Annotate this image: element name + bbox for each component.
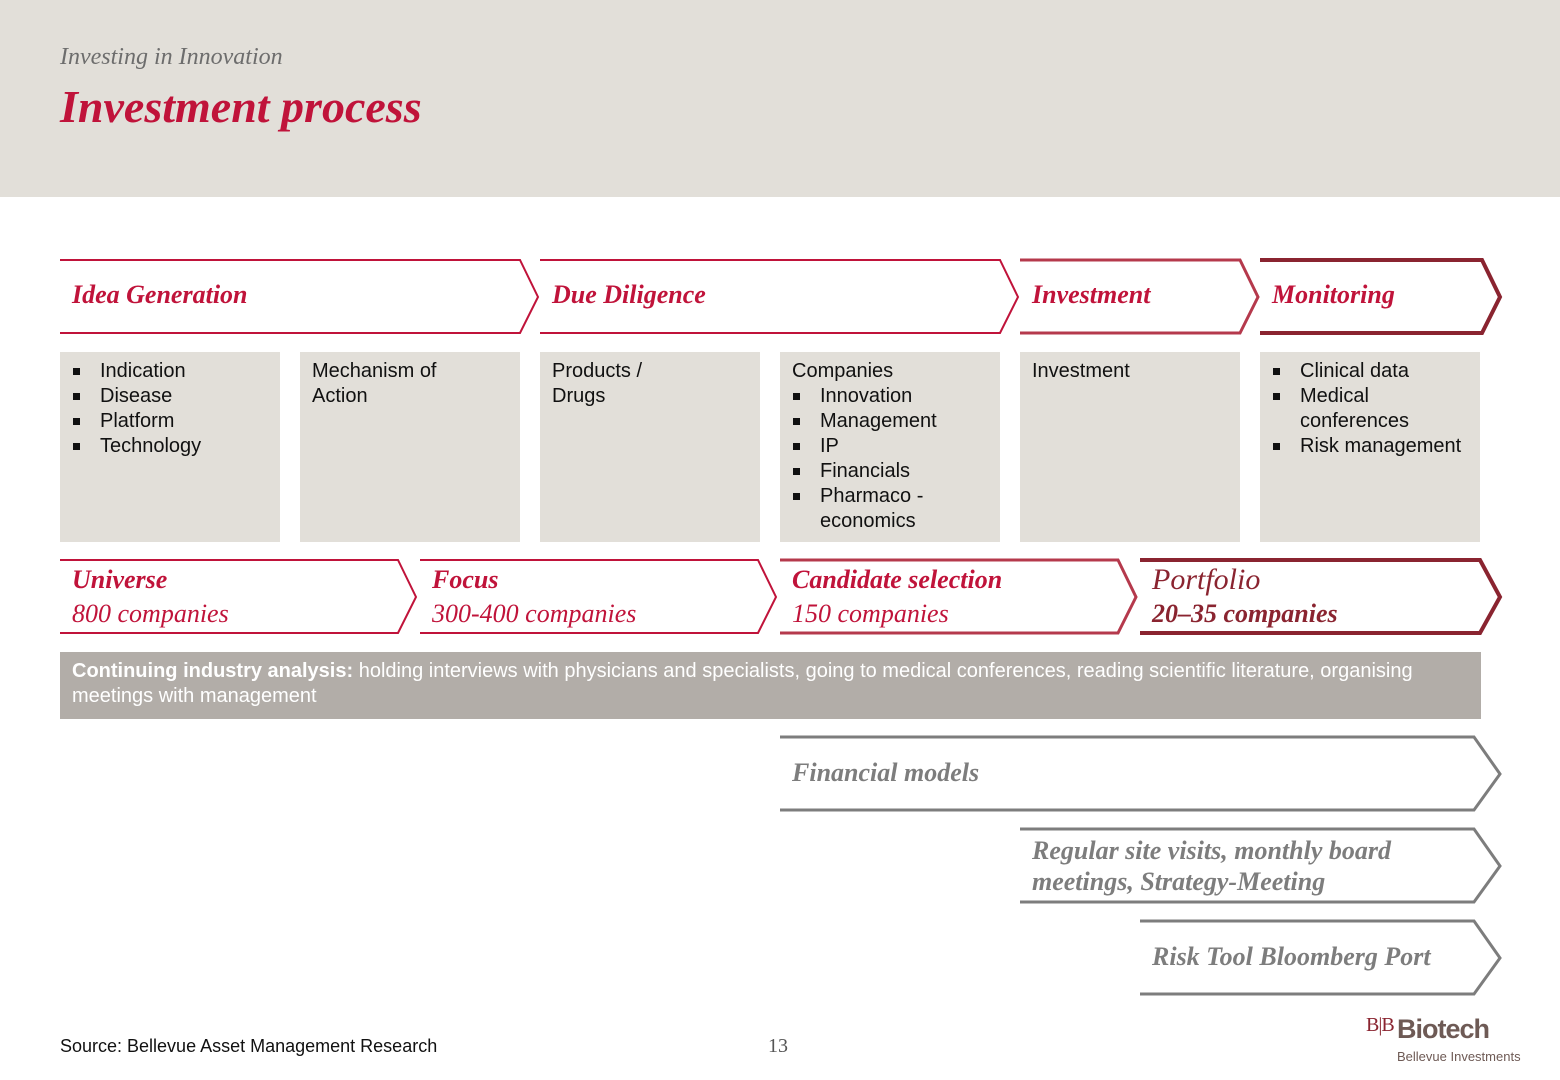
list-item: Financials <box>792 459 988 484</box>
list-item: Technology <box>72 434 268 459</box>
funnel-stage-candidate-selection <box>792 565 1002 629</box>
phase-label-monitoring: Monitoring <box>1272 280 1395 309</box>
box-companies <box>780 352 1000 542</box>
box-text: Mechanism of Action <box>312 360 437 407</box>
box-text: Investment <box>1032 360 1130 382</box>
analysis-text: holding interviews with physicians and specialists, going to medical conferences, reading scientific literature, organising meetings with management <box>72 660 1413 707</box>
box-idea-generation <box>60 352 280 542</box>
funnel-label: Universe <box>72 565 168 594</box>
funnel-count: 300-400 companies <box>432 599 637 628</box>
page-title: Investment process <box>60 81 422 132</box>
tool-label-risk-tool: Risk Tool Bloomberg Port <box>1152 942 1431 971</box>
logo-name: Biotech <box>1397 1014 1490 1044</box>
list-item: Disease <box>72 384 268 409</box>
section-kicker: Investing in Innovation <box>60 44 283 70</box>
list-item: Indication <box>72 359 268 384</box>
phase-label-investment: Investment <box>1032 280 1151 309</box>
funnel-stage-universe <box>72 565 229 629</box>
list-item: Innovation <box>792 384 988 409</box>
phase-label-idea-generation: Idea Generation <box>72 280 248 309</box>
funnel-count: 150 companies <box>792 599 949 628</box>
logo-mark: B|B <box>1366 1014 1394 1036</box>
analysis-lead: Continuing industry analysis: <box>72 660 354 682</box>
list-item: IP <box>792 434 988 459</box>
funnel-count: 20–35 companies <box>1152 599 1338 628</box>
list-item: Pharmaco - economics <box>792 484 940 534</box>
logo-tagline: Bellevue Investments <box>1397 1049 1521 1064</box>
box-heading: Companies <box>792 360 894 382</box>
box-products <box>540 352 760 542</box>
box-monitoring <box>1260 352 1480 542</box>
tool-label-financial-models: Financial models <box>792 758 980 787</box>
list-item: Platform <box>72 409 268 434</box>
list-item: Medical conferences <box>1272 384 1430 434</box>
source-note: Source: Bellevue Asset Management Research <box>60 1036 438 1056</box>
page-number: 13 <box>768 1035 788 1057</box>
list-item: Management <box>792 409 988 434</box>
funnel-label: Portfolio <box>1152 563 1261 596</box>
bellevue-biotech-logo <box>1366 1012 1526 1068</box>
funnel-label: Candidate selection <box>792 565 1003 594</box>
tool-label-site-visits: Regular site visits, monthly board meetings, Strategy-Meeting <box>1032 836 1391 896</box>
funnel-stage-portfolio <box>1152 563 1338 629</box>
list-item: Clinical data <box>1272 359 1468 384</box>
box-text: Products / Drugs <box>552 360 643 407</box>
phase-label-due-diligence: Due Diligence <box>552 280 706 309</box>
funnel-stage-focus <box>432 565 636 629</box>
industry-analysis-bar <box>60 652 1481 719</box>
funnel-count: 800 companies <box>72 599 229 628</box>
box-mechanism <box>300 352 520 542</box>
list-item: Risk management <box>1272 434 1468 459</box>
box-investment <box>1020 352 1240 542</box>
funnel-label: Focus <box>432 565 499 594</box>
